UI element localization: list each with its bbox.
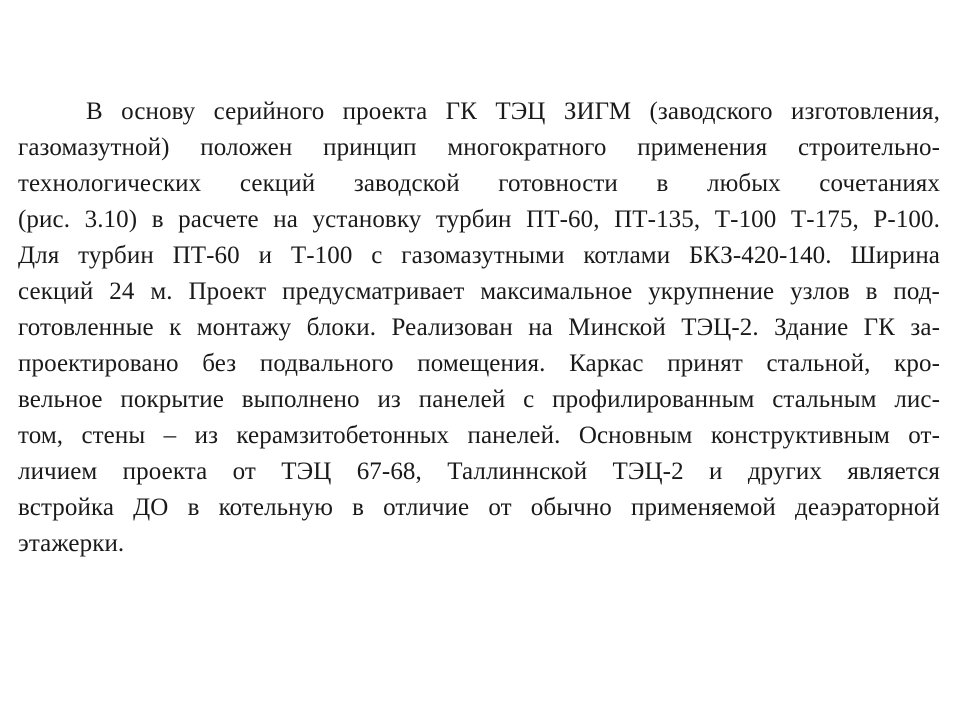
- document-paragraph: [18, 94, 940, 562]
- paragraph-line-8: проектировано без подвального помещения. Каркас принят стальной, кро-: [18, 350, 940, 377]
- paragraph-line-11: личием проекта от ТЭЦ 67-68, Таллиннской ТЭЦ-2 и других является: [18, 458, 940, 485]
- paragraph-line-5: Для турбин ПТ-60 и Т-100 с газомазутными котлами БКЗ-420-140. Ширина: [18, 242, 940, 269]
- paragraph-line-6: секций 24 м. Проект предусматривает максимальное укрупнение узлов в под-: [18, 278, 940, 305]
- paragraph-line-12: встройка ДО в котельную в отличие от обычно применяемой деаэраторной: [18, 494, 940, 521]
- paragraph-line-7: готовленные к монтажу блоки. Реализован на Минской ТЭЦ-2. Здание ГК за-: [18, 314, 940, 341]
- paragraph-line-10: том, стены – из керамзитобетонных панелей. Основным конструктивным от-: [18, 422, 940, 449]
- paragraph-line-3: технологических секций заводской готовности в любых сочетаниях: [18, 170, 940, 197]
- paragraph-line-9: вельное покрытие выполнено из панелей с профилированным стальным лис-: [18, 386, 940, 413]
- paragraph-line-1: В основу серийного проекта ГК ТЭЦ ЗИГМ (заводского изготовления,: [86, 98, 940, 125]
- paragraph-line-13: этажерки.: [18, 530, 125, 557]
- paragraph-line-4: (рис. 3.10) в расчете на установку турбин ПТ-60, ПТ-135, Т-100 Т-175, Р-100.: [18, 206, 940, 233]
- paragraph-line-2: газомазутной) положен принцип многократного применения строительно-: [18, 134, 940, 161]
